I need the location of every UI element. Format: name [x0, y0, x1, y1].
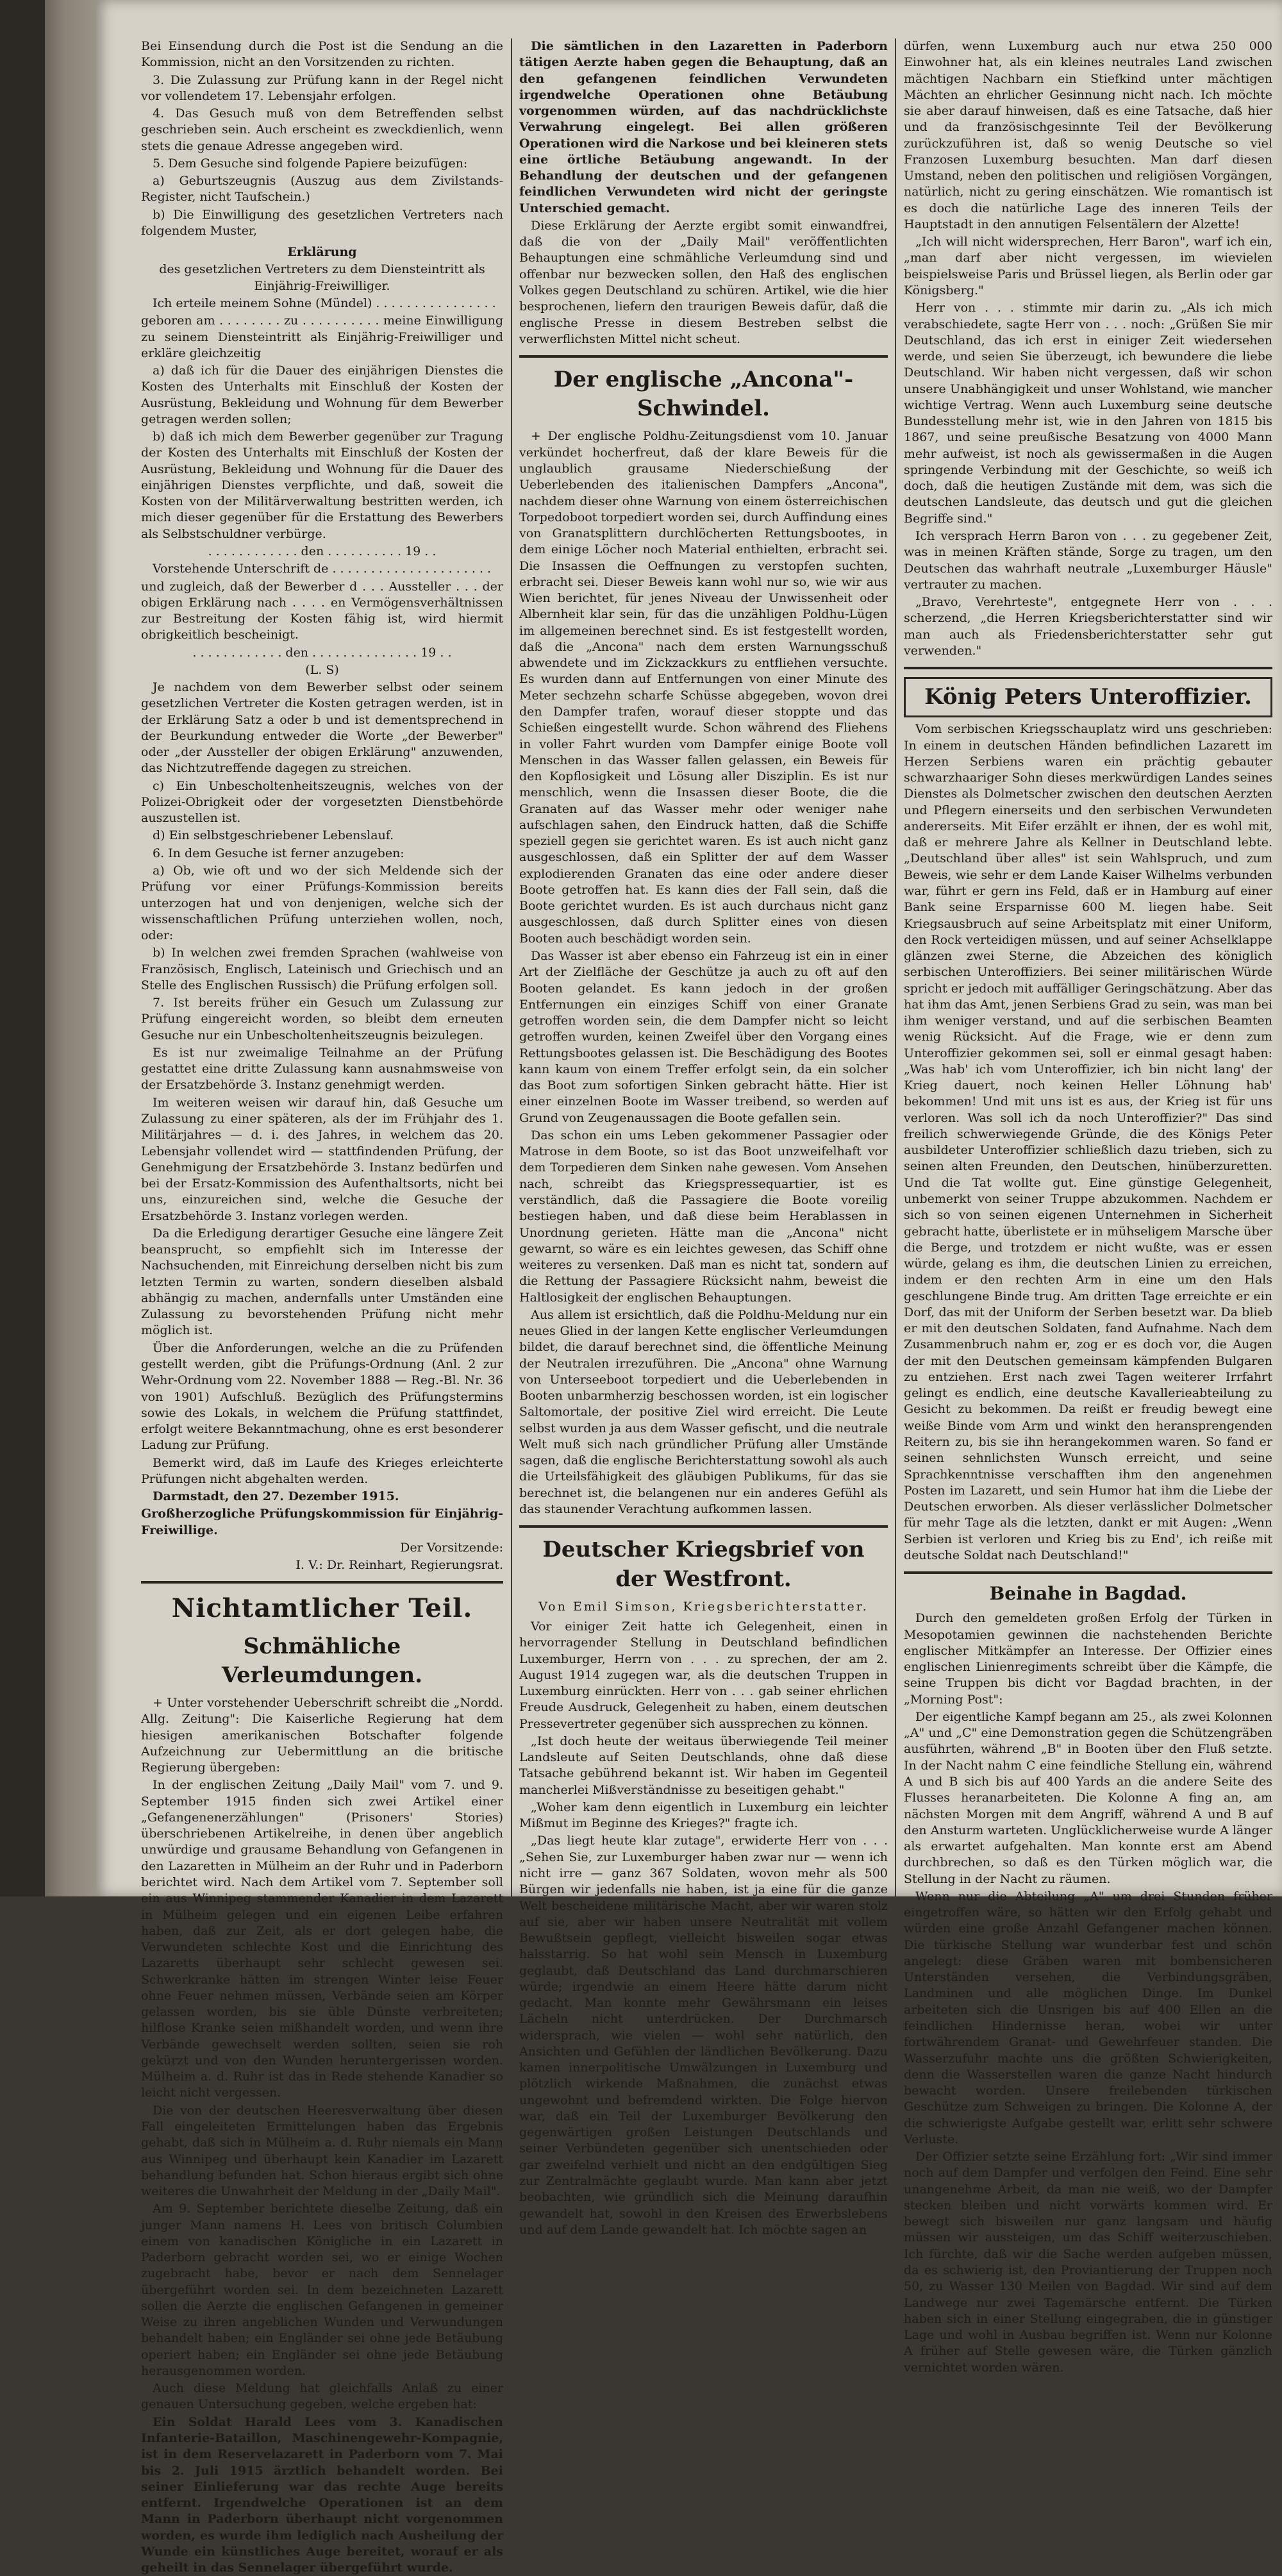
- paragraph: 5. Dem Gesuche sind folgende Papiere beizufügen:: [153, 156, 468, 171]
- col1-rules: [141, 680, 503, 1573]
- form-line: Vorstehende Unterschrift de . . . . . . . . . . . . . . . . . . . . .: [153, 562, 492, 576]
- column-3: [904, 38, 1272, 2557]
- paragraph: Je nachdem von dem Bewerber selbst oder seinem gesetzlichen Vertreter die Kosten getragen werden, ist in der Erklärung Satz a oder b und ist dementsprechend in der Beurkundung entweder die Worte „der Bewerber" oder „der Aussteller der obigen Erklärung" anzuwenden, das Nichtzutreffende dagegen zu streichen.: [141, 680, 503, 776]
- form-line: . . . . . . . . . . . . den . . . . . . . . . . 19 . .: [208, 544, 437, 558]
- paragraph: b) In welchen zwei fremden Sprachen (wahlweise von Französisch, Englisch, Lateinisch und Griechisch und an Stelle des Englischen Russisch) die Prüfung erfolgen soll.: [141, 946, 503, 992]
- paragraph: dürfen, wenn Luxemburg auch nur etwa 250 000 Einwohner hat, als ein kleines neutrales Land zwischen mächtigen Nachbarn ein Stiefkind unter mächtigen Mächten an ehrlicher Gesinnung nicht nach. Ich möchte sie aber darauf hinweisen, daß es eine Tatsache, daß hier und da französischgesinnte Teil der Bevölkerung zurückzuführen ist, daß so wenig Deutsche so viel Franzosen Luxemburg besuchten. Man darf diesen Umstand, neben den politischen und religiösen Vorgängen, natürlich, nicht zu gering einschätzen. Wie romantisch ist es doch die natürliche Lage des inneren Teils der Hauptstadt in den annutigen Felsentälern der Alzette!: [904, 39, 1272, 231]
- article-title: Beinahe in Bagdad.: [989, 1583, 1187, 1605]
- article-body: [141, 1695, 503, 2576]
- form-line: geboren am . . . . . . . . zu . . . . . . . . . . meine Einwilligung zu seinem Diensteintritt als Einjährig-Freiwilliger und erkläre gleichzeitig: [141, 314, 503, 360]
- article-divider: [519, 1525, 888, 1528]
- article-body: [519, 38, 888, 347]
- authority-line: Großherzogliche Prüfungskommission für Einjährig-Freiwillige.: [141, 1507, 503, 1537]
- paragraph: Aus allem ist ersichtlich, daß die Poldhu-Meldung nur ein neues Glied in der langen Kette englischer Verleumdungen bildet, die darauf berechnet sind, die öffentliche Meinung der Neutralen irrezuführen. Die „Ancona" ohne Warnung von Unterseeboot torpediert und die Ueberlebenden in Booten unbarmherzig beschossen worden, ist ein logischer Saltomortale, der positive Ziel wird erreicht. Die Leute selbst wurden ja aus dem Wasser gefischt, und die neutrale Welt muß sich nach gründlicher Prüfung aller Umstände sagen, daß die englische Berichterstattung sowohl als auch die Urteilsfähigkeit des gläubigen Publikums, für das sie berechnet ist, die belangenen nur ein anderes Gefühl als das staunender Verachtung aufkommen lassen.: [519, 1307, 888, 1517]
- erklaerung-subtitle: des gesetzlichen Vertreters zu dem Diensteintritt als Einjährig-Freiwilliger.: [159, 262, 485, 293]
- paragraph: „Bravo, Verehrteste", entgegnete Herr von . . . scherzend, „die Herren Kriegsberichterstatter sind wir man auch als Friedensberichterstatter sehr gut verwenden.": [904, 595, 1272, 658]
- paragraph: Über die Anforderungen, welche an die zu Prüfenden gestellt werden, gibt die Prüfungs-Ordnung (Anl. 2 zur Wehr-Ordnung vom 22. November 1888 — Reg.-Bl. Nr. 36 von 1901) Aufschluß. Bezüglich des Prüfungstermins sowie des Lokals, in welchem die Prüfung stattfindet, erfolgt weitere Bekanntmachung, ohne es erst besonderer Ladung zur Prüfung.: [141, 1341, 503, 1453]
- signature-name: I. V.: Dr. Reinhart, Regierungsrat.: [296, 1558, 503, 1573]
- paragraph: Bemerkt wird, daß im Laufe des Krieges erleichterte Prüfungen nicht abgehalten werden.: [141, 1455, 503, 1486]
- paragraph: + Der englische Poldhu-Zeitungsdienst vom 10. Januar verkündet hocherfreut, daß der klare Beweis für die unglaublich grausame Niederschießung der Ueberlebenden des italienischen Dampfers „Ancona", nachdem dieser ohne Warnung von einem österreichischen Torpedoboot torpediert worden sei, durch Auffindung eines von Granatsplittern durchlöcherten Rettungsbootes, in dem einige Löcher noch Material enthielten, erbracht sei. Die Insassen die Oeffnungen zu verstopfen suchten, erbracht sei. Dieser Beweis kann wohl nur so, wie wir aus Wien berichtet, für jenes Niveau der Unwissenheit oder Albernheit klar sein, für das die unzähligen Poldhu-Lügen im allgemeinen berechnet sind. Es ist festgestellt worden, daß die „Ancona" nach dem ersten Warnungsschuß abwendete und im Zickzackkurs zu entfliehen versuchte. Es wurden dann auf Entfernungen von einer Minute des Meter sechzehn scharfe Schüsse abgegeben, wovon drei den Dampfer trafen, worauf dieser stoppte und das Schießen eingestellt wurde. Schon während des Fliehens in voller Fahrt wurden vom Dampfer einige Boote voll Menschen in das Wasser fallen gelassen, ein Beweis für den Kopflosigkeit und Lösung aller Disziplin. Es ist nur menschlich, wenn die Insassen dieser Boote, die die Granaten auf das Wasser mehr oder weniger nahe aufschlagen sahen, den Eindruck hatten, daß die Schiffe speziell gegen sie gerichtet waren. Es ist auch nicht ganz ausgeschlossen, daß ein Splitter der auf dem Wasser explodierenden Granaten das eine oder andere dieser Boote getroffen hat. Es kann dies der Fall sein, daß die Boote gerichtet wurden. Es ist auch durchaus nicht ganz ausgeschlossen, daß durch Splitter eines von diesen Booten auch beschädigt worden sein.: [519, 429, 888, 946]
- signature-title: Der Vorsitzende:: [400, 1540, 503, 1555]
- paragraph: Auch diese Meldung hat gleichfalls Anlaß zu einer genauen Untersuchung gegeben, welche ergeben hat:: [141, 2381, 503, 2412]
- paragraph: Diese Erklärung der Aerzte ergibt somit einwandfrei, daß die von der „Daily Mail" veröffentlichten Behauptungen eine schmähliche Verleumdung sind und offenbar nur bezwecken sollen, den Haß des englischen Volkes gegen Deutschland zu schüren. Artikel, wie die hier besprochenen, liefern den traurigen Beweis dafür, daß die englische Presse in diesem Bestreben selbst die verwerflichsten Mittel nicht scheut.: [519, 218, 888, 346]
- paragraph: 3. Die Zulassung zur Prüfung kann in der Regel nicht vor vollendetem 17. Lebensjahr erfolgen.: [141, 72, 503, 103]
- form-line: b) daß ich mich dem Bewerber gegenüber zur Tragung der Kosten des Unterhalts mit Einschluß der Kosten der Ausrüstung, Bekleidung und Wohnung für die Dauer des einjährigen Dienstes verpflichte, und daß, soweit die Kosten von der Militärverwaltung bestritten werden, ich mich dieser gegenüber für die Erstattung des Bewerbers als Selbstschuldner verbürge.: [141, 430, 503, 541]
- paragraph: Der Offizier setzte seine Erzählung fort: „Wir sind immer noch auf dem Dampfer und verfolgen den Feind. Eine sehr unangenehme Arbeit, da man nie weiß, wo der Dampfer stecken bleiben und nicht vorwärts kommen wird. Er bewegt sich bisweilen nur ganz langsam und häufig müssen wir aussteigen, um das Schiff weiterzuschieben. Ich fürchte, daß wir die Sache werden aufgeben müssen, da es schwierig ist, den Proviantierung der Truppen noch 50, zu Wasser 130 Meilen von Bagdad. Wir sind auf dem Landwege nur zwei Tagemärsche entfernt. Die Türken haben sich in einer Stellung eingegraben, die in günstiger Lage und wohl in Ausbau begriffen ist. Wenn nur Kolonne A früher auf Stelle gewesen wäre, die Türken gänzlich vernichtet worden wären.: [904, 2150, 1272, 2375]
- erklaerung-title: Erklärung: [287, 245, 357, 260]
- paragraph: Vor einiger Zeit hatte ich Gelegenheit, einen in hervorragender Stellung in Deutschland befindlichen Luxemburger, Herrn von . . . zu sprechen, der am 2. August 1914 zugegen war, als die deutschen Truppen in Luxemburg einrückten. Herr von . . . gab seiner ehrlichen Freude Ausdruck, Gelegenheit zu haben, einem deutschen Pressevertreter gegenüber sich aussprechen zu können.: [519, 1619, 888, 1731]
- paragraph: Am 9. September berichtete dieselbe Zeitung, daß ein junger Mann namens H. Lees von britisch Columbien einem von kanadischen Königliche in ein Lazarett in Paderborn gebracht worden sei, wo er einige Wochen zugebracht habe, bevor er nach dem Sennelager übergeführt worden sei. In dem bezeichneten Lazarett sollen die Aerzte die englischen Gefangenen in gemeiner Weise zu ihren angeblichen Wunden und Verwundungen behandelt haben; ein Engländer sei ohne jede Betäubung operiert haben; ein Engländer sei ohne jede Betäubung herausgenommen worden.: [141, 2202, 503, 2378]
- column-1: [141, 38, 503, 2575]
- paragraph: Da die Erledigung derartiger Gesuche eine längere Zeit beansprucht, so empfiehlt sich im Interesse der Nachsuchenden, mit Einreichung derselben nicht bis zum letzten Termin zu warten, sondern dieselben alsbald abhängig zu machen, andernfalls unter Umständen eine Zulassung zu bevorstehenden Prüfung nicht mehr möglich ist.: [141, 1226, 503, 1338]
- article-body: [519, 1619, 888, 2238]
- paragraph: „Ist doch heute der weitaus überwiegende Teil meiner Landsleute auf Seiten Deutschlands, ohne daß diese Tatsache gebührend bekannt ist. Wir haben im Gegenteil mancherlei Mißverständnisse zu beseitigen gehabt.": [519, 1734, 888, 1797]
- book-edge: [45, 0, 96, 1896]
- paragraph: Vom serbischen Kriegsschauplatz wird uns geschrieben: In einem in deutschen Händen befindlichen Lazarett im Herzen Serbiens waren ein prächtig gebauter schwarzhaariger Sohn dieses merkwürdigen Landes seines Dienstes als Dolmetscher zwischen den deutschen Aerzten und Pflegern einerseits und den serbischen Verwundeten andererseits. Mit Eifer erzählt er ihnen, der es wohl mit, daß er mehrere Jahre als Kellner in Deutschland lebte. „Deutschland über alles" ist sein Wahlspruch, und zum Beweis, wie sehr er dem Lande Kaiser Wilhelms verbunden war, führt er gern ins Feld, daß er in Hamburg auf einer Bank seine Ersparnisse 600 M. liegen habe. Seit Kriegsausbruch auf seine Arbeitsplatz mit einer Uniform, den Rock verteidigen müssen, und auf seiner Achselklappe glänzen zwei Sterne, die Abzeichen des königlich serbischen Unteroffiziers. Bei seiner militärischen Würde spricht er jedoch mit auffälliger Geringschätzung. Aber das hat ihm das Amt, jenen Serbiens Grad zu sein, was man bei ihm weniger verstand, und auf die serbischen Beamten wenig Rücksicht. Auf die Frage, wie er denn zum Unteroffizier gekommen sei, soll er einmal gesagt haben: „Was hab' ich vom Unteroffizier, ich bin nicht lang' der Krieg dauert, noch keinen Heller Löhnung hab' bekommen! Und mit uns ist es aus, der Krieg ist für uns verloren. Was soll ich da noch Unteroffizier?" Das sind freilich schwerwiegende Gründe, die des Königs Peter ausbildeter Unteroffizier schließlich dazu trieben, sich zu seinen alten Freunden, den Deutschen, hinüberzuretten. Und die Tat wollte gut. Eine günstige Gelegenheit, unbemerkt von seiner Truppe abzukommen. Nachdem er sich so von seinen eigenen Unternehmen in Sicherheit gebracht hatte, überlistete er in mühseligem Marsche über die Berge, und trotzdem er nicht wußte, was er essen würde, gelang es ihm, die deutschen Linien zu erreichen, indem er den rechten Arm in eine um den Hals geschlungene Binde trug. Am dritten Tage erreichte er ein Dorf, das mit der Uniform der Serben besetzt war. Da blieb er mit den deutschen Soldaten, fand Aufnahme. Nach dem Zusammenbruch nahm er, zog er es doch vor, die Augen der mit den Deutschen gemeinsam kämpfenden Bulgaren zu entziehen. Erst nach zwei Tagen weiterer Irrfahrt gelingt es endlich, eine deutsche Kavallerieabteilung zu Gesicht zu bekommen. Da reißt er freudig bewegt eine weiße Binde vom Arm und winkt den heransprengenden Reitern zu, bis sie ihn herangekommen waren. So fand er seinen sehnlichsten Wunsch erreicht, und seine Sprachkenntnisse verschafften ihm den angenehmen Posten im Lazarett, und sein Humor hat ihm die Liebe der Deutschen erworben. Als dieser verlässlicher Dolmetscher für mehr Tage als die letzten, dankt er mit Augen: „Wenn Serbien ist verloren und Krieg bis zu End', ich reiße mit deutsche Soldat nach Deutschland!": [904, 722, 1272, 1562]
- paragraph: Herr von . . . stimmte mir darin zu. „Als ich mich verabschiedete, sagte Herr von . . . noch: „Grüßen Sie mir Deutschland, das ich erst in einiger Zeit wiedersehen werde, und seien Sie überzeugt, ich bewundere die liebe Deutschland. Wir haben nicht vergessen, daß wir schon unsere Unabhängigkeit und unser Wohlstand, wie mancher wichtige Vertrag. Wenn auch Luxemburg seine deutsche Bundesstellung mehr ist, wie in den Jahren von 1815 bis 1867, und seine preußische Besatzung von 4000 Mann mehr aufweist, ist noch als gewissermaßen in die Augen springende Verbindung mit der Geschichte, so weiß ich doch, daß die heutigen Zustände mit dem, was sich die deutschen Landsleute, das deutsch und gut die gleichen Begriffe sind.": [904, 301, 1272, 526]
- article-divider: [904, 667, 1272, 669]
- paragraph: d) Ein selbstgeschriebener Lebenslauf.: [153, 828, 394, 843]
- paragraph: Durch den gemeldeten großen Erfolg der Türken in Mesopotamien gewinnen die nachstehenden Berichte englischer Mitkämpfer an Interesse. Der Offizier eines englischen Linienregiments schreibt über die Kämpfe, die seine Truppen bis dicht vor Bagdad brachten, in der „Morning Post":: [904, 1611, 1272, 1707]
- paragraph: Im weiteren weisen wir darauf hin, daß Gesuche um Zulassung zu einer späteren, als der im Frühjahr des 1. Militärjahres — d. i. des Jahres, in welchem das 20. Lebensjahr vollendet wird — stattfindenden Prüfung, der Genehmigung der Ersatzbehörde 3. Instanz bedürfen und bei der Ersatz-Kommission des Aufenthaltsorts, nicht bei uns, einzureichen sind, welche die Gesuche der Ersatzbehörde 3. Instanz vorlegen werden.: [141, 1095, 503, 1223]
- paragraph: „Das liegt heute klar zutage", erwiderte Herr von . . . „Sehen Sie, zur Luxemburger haben zwar nur — wenn ich nicht irre — ganz 367 Soldaten, wovon mehr als 500 Bürgen wir jedenfalls nie haben, ist ja eine für die ganze Welt bescheidene militärische Macht, aber wir waren stolz auf sie, aber wir haben unsere Neutralität mit vollem Bewußtsein gepflegt, vielleicht bisweilen sogar etwas halsstarrig. So hat wohl sein Mensch in Luxemburg geglaubt, daß Deutschland das Land durchmarschieren würde; irgendwie an einem Heere hätte darum nicht gedacht. Man konnte mehr Gewährsmann ein leises Lächeln nicht unterdrücken. Der Durchmarsch widersprach, wie vielen — wohl sehr natürlich, den Ansichten und Gefühlen der ländlichen Bevölkerung. Dazu kamen innerpolitische Umwälzungen in Luxemburg und plötzlich wirkende Maßnahmen, die zunächst etwas ungewohnt und befremdend wirkten. Die Folge hiervon war, daß ein Teil der Luxemburger Bevölkerung den gegenwärtigen großen Leistungen Deutschlands und seiner Verbündeten gegenüber sich unentschieden oder gar zweifelnd verhielt und nicht an den endgültigen Sieg zur Zentralmächte geglaubt wurde. Man kann aber jetzt beobachten, wie gründlich sich die Meinung daraufhin gewandelt hat, sowohl in den Kreisen des Erwerbslebens und auf dem Lande gewandelt hat. Ich möchte sagen an: [519, 1834, 888, 2237]
- column-rule-1: [511, 38, 512, 2557]
- article-body: [519, 428, 888, 1518]
- section-divider: [141, 1581, 503, 1584]
- paragraph: Der eigentliche Kampf begann am 25., als zwei Kolonnen „A" und „C" eine Demonstration gegen die Schützengräben ausführten, während „B" in Booten über den Fluß setzte. In der Nacht nahm C eine feindliche Stellung ein, während A und B sich bis auf 400 Yards an die andere Seite des Flusses heranarbeiteten. Die Kolonne A fing an, am nächsten Morgen mit dem Angriff, während A und B auf den Ansturm warteten. Unglücklicherweise wurde A länger als erwartet aufgehalten. Man konnte erst am Abend durchbrechen, so daß es den Türken möglich war, die Stellung in der Nacht zu räumen.: [904, 1709, 1272, 1886]
- paragraph: Das schon ein ums Leben gekommener Passagier oder Matrose in dem Boote, so ist das Boot unzweifelhaft vor dem Torpedieren dem Sinken nahe gewesen. Vom Ansehen nach, schreibt das Kriegspressequartier, ist es verständlich, daß die Passagiere die Boote voreilig bestiegen haben, und daß diese beim Herablassen in Unordnung gerieten. Hätte man die „Ancona" nicht gewarnt, so wäre es ein leichtes gewesen, das Schiff ohne weiteres zu versenken. Daß man es nicht tat, sondern auf die Rettung der Passagiere Rücksicht nahm, beweist die Haltlosigkeit der englischen Behauptungen.: [519, 1128, 888, 1305]
- paragraph: In der englischen Zeitung „Daily Mail" vom 7. und 9. September 1915 finden sich zwei Artikel einer „Gefangenenerzählungen" (Prisoners' Stories) überschriebenen Artikelreihe, in denen über angeblich unwürdige und grausame Behandlung von Gefangenen in den Lazaretten in Mülheim an der Ruhr und in Paderborn berichtet wird. Nach dem Artikel vom 7. September soll ein aus Winnipeg stammender Kanadier in dem Lazarett in Mülheim gelegen und ein eigenen Leibe erfahren haben, daß zur Zeit, als er dort gelegen habe, die Verwundeten schlechte Kost und die Einrichtung des Lazaretts überhaupt sehr schlecht gewesen sei. Schwerkranke hätten im strengen Winter leise Feuer ohne Feuer nehmen müssen, Verbände seien am Körper gelassen worden, bis sie üble Dünste verbreiteten; hilflose Kranke seien mißhandelt worden, und wenn ihre Verbände gewechselt werden sollten, seien sie roh gekürzt und von den Wunden heruntergerissen worden. Mülheim a. d. Ruhr ist das in Rede stehende Kanadier so leicht nicht vergessen.: [141, 1778, 503, 2100]
- paragraph: a) Ob, wie oft und wo der sich Meldende sich der Prüfung vor einer Prüfungs-Kommission bereits unterzogen hat und von denjenigen, welche sich der wissenschaftlichen Prüfung unterziehen wollen, noch, oder:: [141, 864, 503, 943]
- col1-intro: [141, 38, 503, 239]
- paragraph: Ein Soldat Harald Lees vom 3. Kanadischen Infanterie-Bataillon, Maschinengewehr-Kompagnie, ist in dem Reservelazarett in Paderborn vom 7. Mai bis 2. Juli 1915 ärztlich behandelt worden. Bei seiner Einlieferung war das rechte Auge bereits entfernt. Irgendwelche Operationen ist an dem Mann in Paderborn überhaupt nicht vorgenommen worden, es wurde ihm lediglich nach Ausheilung der Wunde ein künstliches Auge bereitet, worauf er als geheilt in das Sennelager übergeführt wurde.: [141, 2414, 503, 2575]
- paragraph: Wenn nur die Abteilung „A" um drei Stunden früher eingetroffen wäre, so hätten wir den Erfolg gehabt und würden eine große Anzahl Gefangener machen können. Die türkische Stellung war wunderbar fest und schön angelegt: diese Gräben waren mit bombensicheren Unterständen versehen, die Verbindungsgräben, Landminen und alle möglichen Dinge. Im Dunkel arbeiteten sich die Unsrigen bis auf 400 Ellen an die feindlichen Hindernisse heran, wobei wir unter fortwährendem Granat- und Gewehrfeuer standen. Die Wasserzufuhr machte uns die größten Schwierigkeiten, denn die Wasserstellen waren die ganze Nacht hindurch bewacht worden. Unsere freilebenden türkischen Geschütze zum Schweigen zu bringen. Die Kolonne A, der die schwierigste Aufgabe gestellt war, erlitt sehr schwere Verluste.: [904, 1889, 1272, 2146]
- paragraph: Es ist nur zweimalige Teilnahme an der Prüfung gestattet eine dritte Zulassung kann ausnahmsweise von der Ersatzbehörde 3. Instanz genehmigt werden.: [141, 1045, 503, 1092]
- paragraph: 7. Ist bereits früher ein Gesuch um Zulassung zur Prüfung eingereicht worden, so bleibt dem erneuten Gesuche nur ein Unbescholtenheitszeugnis beizulegen.: [141, 996, 503, 1042]
- paragraph: c) Ein Unbescholtenheitszeugnis, welches von der Polizei-Obrigkeit oder der vorgesetzten Dienstbehörde auszustellen ist.: [141, 778, 503, 826]
- column-2: [519, 38, 888, 2557]
- erklaerung-form: [141, 296, 503, 678]
- article-body: [904, 38, 1272, 659]
- paragraph: „Woher kam denn eigentlich in Luxemburg ein leichter Mißmut im Beginne des Krieges?" fragte ich.: [519, 1800, 888, 1831]
- paragraph: 4. Das Gesuch muß von dem Betreffenden selbst geschrieben sein. Auch erscheint es zweckdienlich, wenn stets die genaue Adresse angegeben wird.: [141, 106, 503, 153]
- paragraph: 6. In dem Gesuche ist ferner anzugeben:: [153, 846, 404, 860]
- dateline: Darmstadt, den 27. Dezember 1915.: [153, 1489, 399, 1504]
- paragraph: + Unter vorstehender Ueberschrift schreibt die „Nordd. Allg. Zeitung": Die Kaiserliche Regierung hat dem hiesigen amerikanischen Botschafter folgende Aufzeichnung zur Uebermittlung an die britische Regierung übergeben:: [141, 1696, 503, 1775]
- paragraph: Das Wasser ist aber ebenso ein Fahrzeug ist ein in einer Art der Zielfläche der Geschütze ja auch zu oft auf den Booten gelandet. Es kann jedoch in der großen Entfernungen ein einziges Schiff von einer Granate getroffen worden sein, die dem Dampfer nicht so leicht getroffen wurden, keinen Zweifel über den Vorgang eines Rettungsbootes gelassen ist. Die Beschädigung des Bootes kann kaum von einem Treffer erfolgt sein, da ein solcher das Boot zum sofortigen Sinken gebracht hätte. Hier ist einer einzelnen Boote im Wasser treibend, so werden auf Grund von Zeugenaussagen die Boote gefallen sein.: [519, 948, 888, 1125]
- column-rule-2: [895, 38, 896, 2557]
- paragraph: „Ich will nicht widersprechen, Herr Baron", warf ich ein, „man darf aber nicht vergessen, im wievielen beispielsweise Paris und Brüssel liegen, als Berlin oder gar Königsberg.": [904, 235, 1272, 297]
- article-title: Schmähliche Verleumdungen.: [221, 1633, 423, 1688]
- article-divider: [904, 1571, 1272, 1574]
- article-title: König Peters Unteroffizier.: [924, 684, 1252, 710]
- paragraph: Die sämtlichen in den Lazaretten in Paderborn tätigen Aerzte haben gegen die Behauptung, daß an den gefangenen feindlichen Verwundeten irgendwelche Operationen ohne Betäubung vorgenommen würden, auf das nachdrücklichste Verwahrung eingelegt. Bei allen größeren Operationen wird die Narkose und bei kleineren stets eine örtliche Betäubung angewandt. In der Behandlung der deutschen und der gefangenen feindlichen Verwundeten wird nicht der geringste Unterschied gemacht.: [519, 39, 888, 215]
- form-line: . . . . . . . . . . . . den . . . . . . . . . . . . . . 19 . .: [192, 645, 452, 660]
- article-body: [904, 721, 1272, 1564]
- headline-box: [904, 677, 1272, 717]
- paragraph: b) Die Einwilligung des gesetzlichen Vertreters nach folgendem Muster,: [141, 207, 503, 238]
- paragraph: a) Geburtszeugnis (Auszug aus dem Zivilstands-Register, nicht Taufschein.): [141, 174, 503, 205]
- section-title: Nichtamtlicher Teil.: [171, 1593, 473, 1624]
- form-line: Ich erteile meinem Sohne (Mündel) . . . . . . . . . . . . . . . .: [153, 296, 496, 310]
- paragraph: Die von der deutschen Heeresverwaltung über diesen Fall eingeleiteten Ermittelungen haben das Ergebnis gehabt, daß sich in Mülheim a. d. Ruhr niemals ein Mann aus Winnipeg und überhaupt kein Kanadier im Lazarett behandlung befunden hat. Schon hieraus ergibt sich ohne weiteres die Unwahrheit der Meldung in der „Daily Mail".: [141, 2103, 503, 2199]
- article-divider: [519, 355, 888, 358]
- form-line: und zugleich, daß der Bewerber d . . . Aussteller . . . der obigen Erklärung nach . . . . en Vermögensverhältnissen zur Bestreitung der Kosten fähig ist, wird hiermit obrigkeitlich bescheinigt.: [141, 579, 503, 642]
- article-body: [904, 1610, 1272, 2375]
- paragraph: Bei Einsendung durch die Post ist die Sendung an die Kommission, nicht an den Vorsitzenden zu richten.: [141, 39, 503, 70]
- paragraph: Ich versprach Herrn Baron von . . . zu gegebener Zeit, was in meinen Kräften stände, Sorge zu tragen, um den Deutschen das wahrhaft neutrale „Luxemburger Häusle" vertrauter zu machen.: [904, 528, 1272, 592]
- article-title: Der englische „Ancona"-Schwindel.: [553, 367, 854, 422]
- seal-mark: (L. S): [305, 662, 339, 677]
- byline: Von Emil Simson, Kriegsberichterstatter.: [538, 1599, 869, 1614]
- form-line: a) daß ich für die Dauer des einjährigen Dienstes die Kosten des Unterhalts mit Einschluß der Kosten der Ausrüstung, Bekleidung und Wohnung für dem Bewerber getragen werden sollen;: [141, 364, 503, 426]
- article-title: Deutscher Kriegsbrief von der Westfront.: [542, 1537, 865, 1592]
